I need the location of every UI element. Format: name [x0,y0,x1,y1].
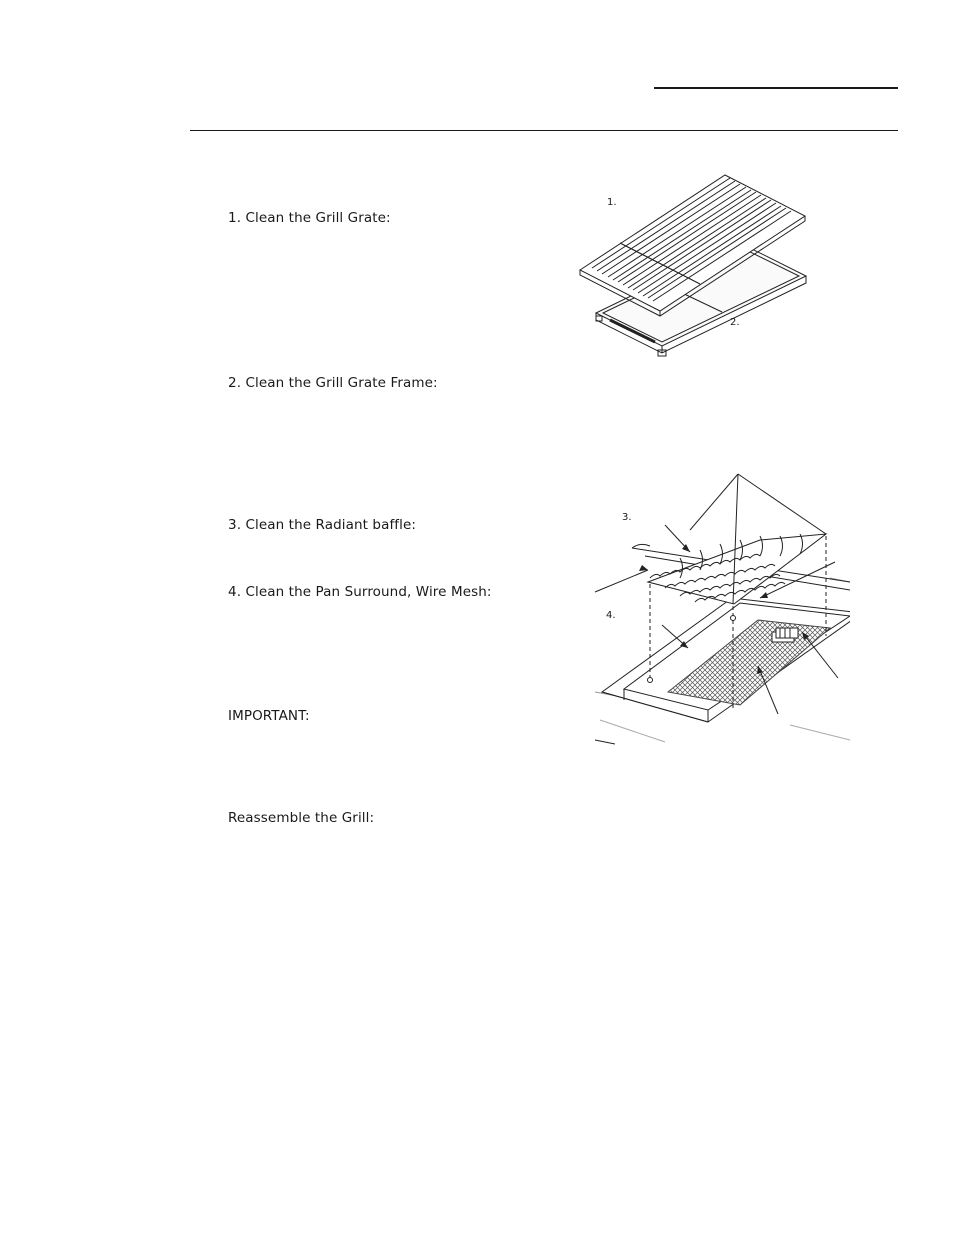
header-rule-long [190,130,898,131]
figure-label-1: 1. [607,197,617,208]
figure-label-2: 2. [730,317,740,328]
heading-clean-pan-surround: 4. Clean the Pan Surround, Wire Mesh: [228,584,492,600]
radiant-baffle-pan-illustration [590,470,850,750]
header-rule-short [654,87,898,89]
heading-important: IMPORTANT: [228,708,310,724]
grill-grate-illustration [570,170,820,370]
heading-reassemble-grill: Reassemble the Grill: [228,810,375,826]
heading-clean-grill-grate-frame: 2. Clean the Grill Grate Frame: [228,375,438,391]
figure-label-4: 4. [606,610,616,621]
heading-clean-radiant-baffle: 3. Clean the Radiant baffle: [228,517,417,533]
figure-label-3: 3. [622,512,632,523]
heading-clean-grill-grate: 1. Clean the Grill Grate: [228,210,391,226]
